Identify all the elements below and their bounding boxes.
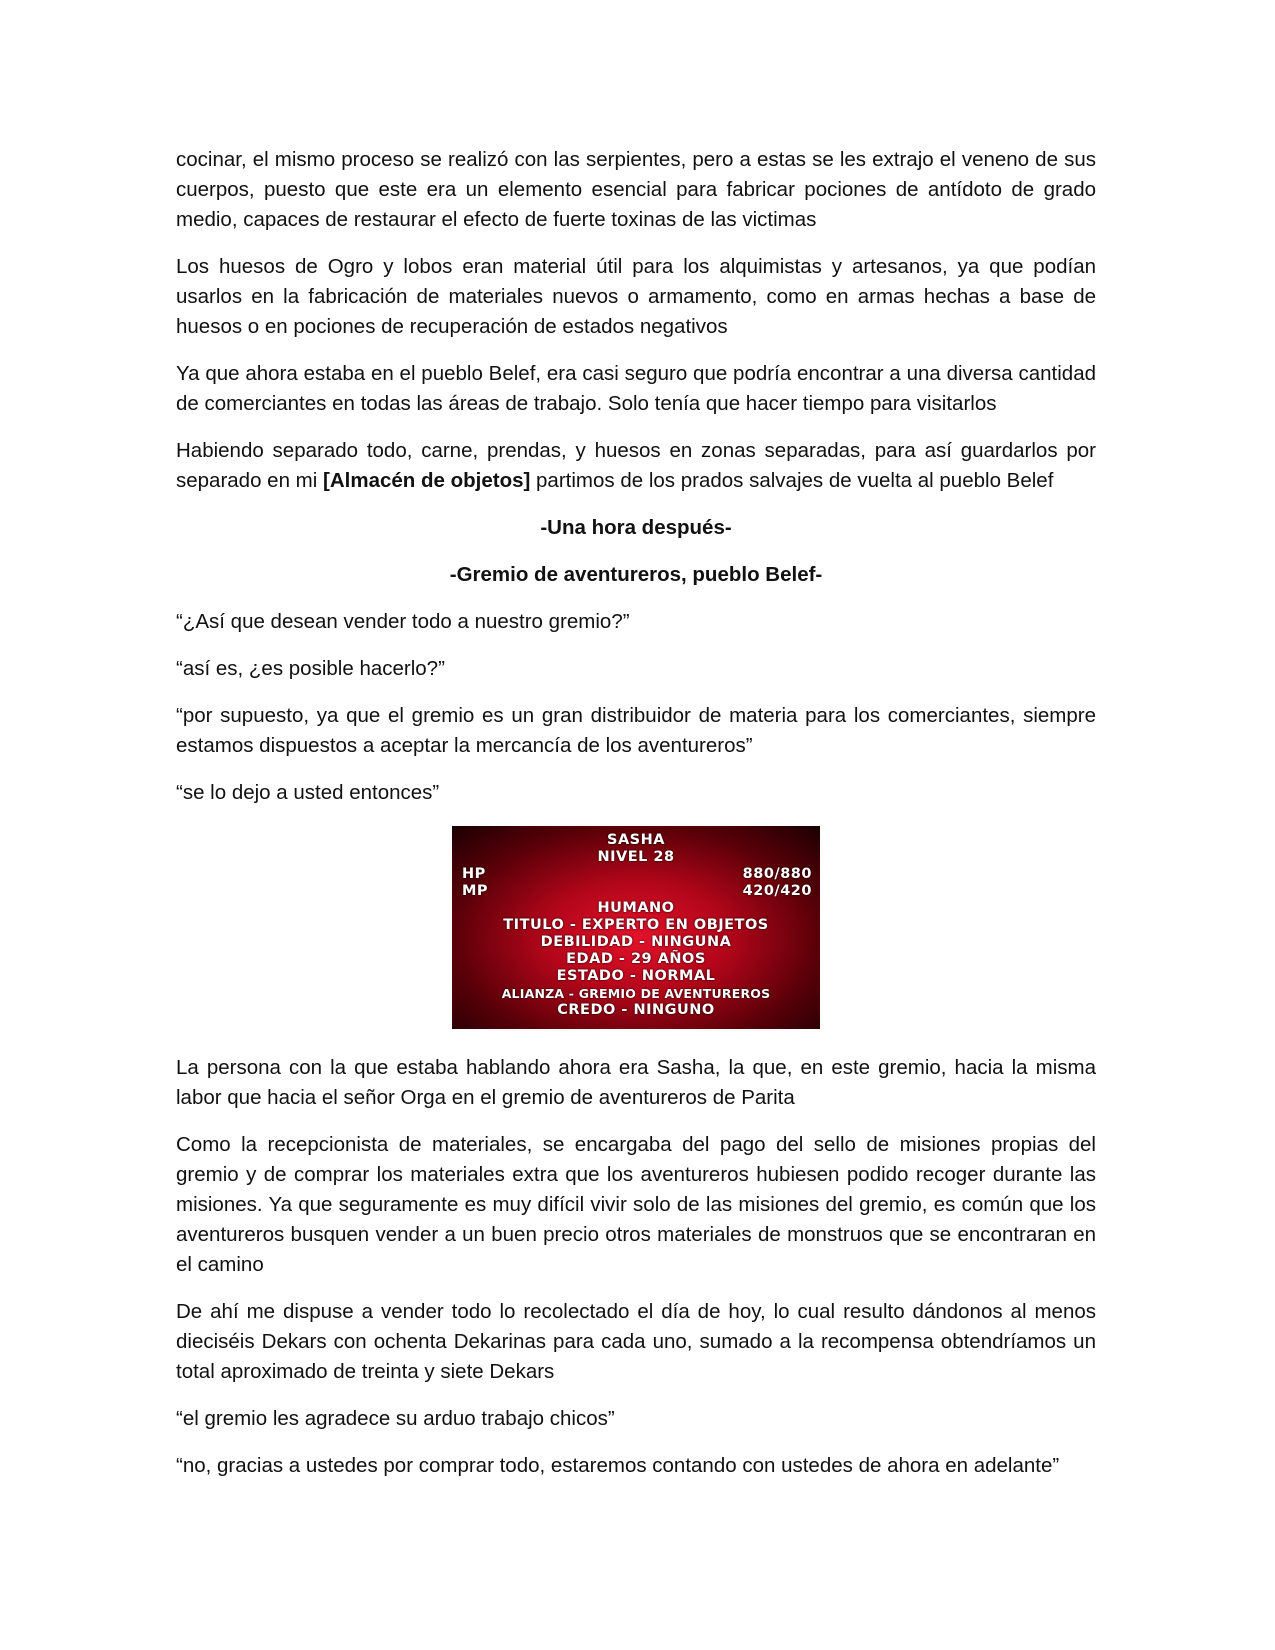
scene-break-place: -Gremio de aventureros, pueblo Belef- [449, 563, 823, 586]
status-mp-row [462, 883, 812, 900]
status-name: SASHA [607, 832, 665, 848]
scene-break-time: -Una hora después- [540, 516, 732, 539]
storage-paragraph [176, 436, 1096, 496]
paragraph: cocinar, el mismo proceso se realizó con las serpientes, pero a estas se les extrajo el veneno de sus cuerpos, puesto que este era un elemento esencial para fabricar pociones de antídoto de grado medio, capaces de restaurar el efecto de fuerte toxinas de las victimas [176, 148, 1096, 231]
dialogue-line: “por supuesto, ya que el gremio es un gran distribuidor de materia para los comerciantes, siempre estamos dispuestos a aceptar la mercancía de los aventureros” [176, 704, 1096, 757]
status-hp-value: 880/880 [742, 866, 812, 882]
dialogue-line: “no, gracias a ustedes por comprar todo, estaremos contando con ustedes de ahora en adelante” [176, 1454, 1060, 1477]
status-mp-label: MP [462, 883, 489, 899]
status-hp-row [462, 866, 812, 883]
status-window-image [452, 826, 820, 1029]
dialogue-line: “el gremio les agradece su arduo trabajo chicos” [176, 1407, 615, 1430]
paragraph: Ya que ahora estaba en el pueblo Belef, era casi seguro que podría encontrar a una diversa cantidad de comerciantes en todas las áreas de trabajo. Solo tenía que hacer tiempo para visitarlos [176, 362, 1096, 415]
status-creed: CREDO - NINGUNO [557, 1002, 715, 1018]
status-alliance: ALIANZA - GREMIO DE AVENTUREROS [501, 986, 771, 1001]
paragraph: Los huesos de Ogro y lobos eran material útil para los alquimistas y artesanos, ya que podían usarlos en la fabricación de materiales nuevos o armamento, como en armas hechas a base de huesos o en pociones de recuperación de estados negativos [176, 255, 1096, 338]
document-page [176, 145, 1096, 1498]
status-race: HUMANO [597, 900, 675, 916]
dialogue-line: “¿Así que desean vender todo a nuestro gremio?” [176, 610, 630, 633]
paragraph: Como la recepcionista de materiales, se encargaba del pago del sello de misiones propias del gremio y de comprar los materiales extra que los aventureros hubiesen podido recoger durante las misiones. Ya que seguramente es muy difícil vivir solo de las misiones del gremio, es común que los aventureros busquen vender a un buen precio otros materiales de monstruos que se encontraran en el camino [176, 1133, 1096, 1276]
storage-text-after: partimos de los prados salvajes de vuelta al pueblo Belef [530, 469, 1054, 492]
status-level: NIVEL 28 [597, 849, 675, 865]
status-state: ESTADO - NORMAL [556, 968, 716, 984]
status-hp-label: HP [462, 866, 486, 882]
status-title: TITULO - EXPERTO EN OBJETOS [503, 917, 769, 933]
status-age: EDAD - 29 AÑOS [566, 951, 706, 967]
paragraph: De ahí me dispuse a vender todo lo recolectado el día de hoy, lo cual resulto dándonos al menos dieciséis Dekars con ochenta Dekarinas para cada uno, sumado a la recompensa obtendríamos un total aproximado de treinta y siete Dekars [176, 1300, 1096, 1383]
dialogue-line: “se lo dejo a usted entonces” [176, 781, 440, 804]
dialogue-line: “así es, ¿es posible hacerlo?” [176, 657, 445, 680]
status-weakness: DEBILIDAD - NINGUNA [540, 934, 732, 950]
storage-skill-name: [Almacén de objetos] [323, 469, 531, 492]
status-mp-value: 420/420 [742, 883, 812, 899]
paragraph: La persona con la que estaba hablando ahora era Sasha, la que, en este gremio, hacia la misma labor que hacia el señor Orga en el gremio de aventureros de Parita [176, 1056, 1096, 1109]
storage-text-before: Habiendo separado todo, carne, prendas, y huesos en zonas separadas, para así guardarlos por separado en mi [176, 439, 1096, 492]
